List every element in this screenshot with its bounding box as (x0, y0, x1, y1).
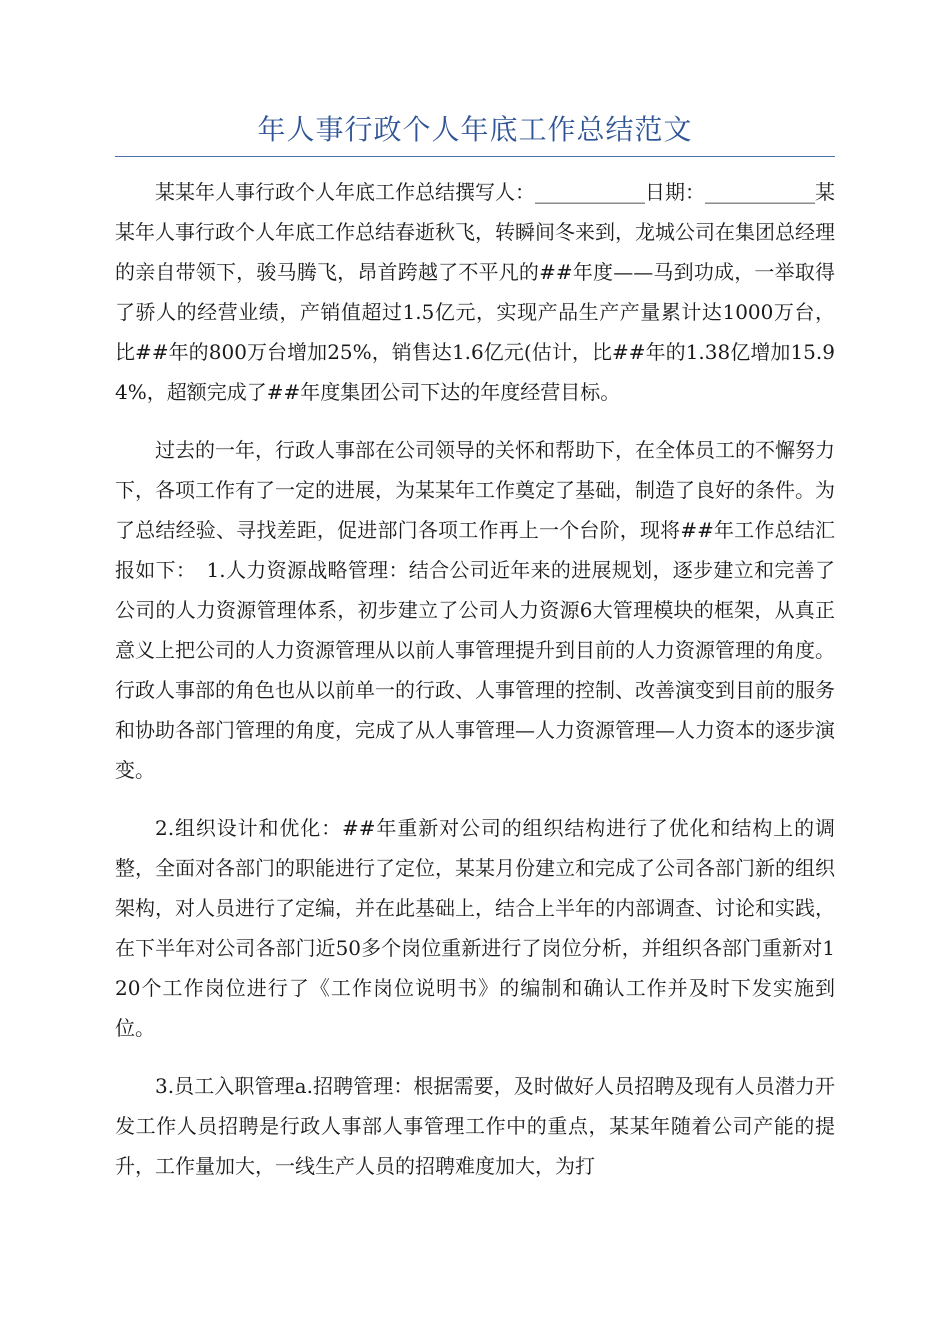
paragraph-4: 3.员工入职管理a.招聘管理：根据需要，及时做好人员招聘及现有人员潜力开发工作人员招聘是行政人事部人事管理工作中的重点，某某年随着公司产能的提升，工作量加大，一线生产人员的招聘难度加大，为打 (115, 1074, 835, 1178)
paragraph-2: 过去的一年，行政人事部在公司领导的关怀和帮助下，在全体员工的不懈努力下，各项工作有了一定的进展，为某某年工作奠定了基础，制造了良好的条件。为了总结经验、寻找差距，促进部门各项工作再上一个台阶，现将##年工作总结汇报如下： 1.人力资源战略管理：结合公司近年来的进展规划，逐步建立和完善了公司的人力资源管理体系，初步建立了公司人力资源6大管理模块的框架，从真正意义上把公司的人力资源管理从以前人事管理提升到目前的人力资源管理的角度。行政人事部的角色也从以前单一的行政、人事管理的控制、改善演变到目前的服务和协助各部门管理的角度，完成了从人事管理—人力资源管理—人力资本的逐步演变。 (115, 438, 835, 782)
title-block (115, 112, 835, 157)
document-title: 年人事行政个人年底工作总结范文 (257, 113, 693, 146)
document-body (115, 172, 835, 1204)
paragraph-1: 某某年人事行政个人年底工作总结撰写人：___________日期：___________某某年人事行政个人年底工作总结春逝秋飞，转瞬间冬来到，龙城公司在集团总经理的亲自带领下，骏马腾飞，昂首跨越了不平凡的##年度——马到功成，一举取得了骄人的经营业绩，产销值超过1.5亿元，实现产品生产产量累计达1000万台，比##年的800万台增加25%，销售达1.6亿元(估计，比##年的1.38亿增加15.94%，超额完成了##年度集团公司下达的年度经营目标。 (115, 180, 835, 404)
paragraph-3: 2.组织设计和优化：##年重新对公司的组织结构进行了优化和结构上的调整，全面对各部门的职能进行了定位，某某月份建立和完成了公司各部门新的组织架构，对人员进行了定编，并在此基础上，结合上半年的内部调查、讨论和实践，在下半年对公司各部门近50多个岗位重新进行了岗位分析，并组织各部门重新对120个工作岗位进行了《工作岗位说明书》的编制和确认工作并及时下发实施到位。 (115, 816, 835, 1040)
